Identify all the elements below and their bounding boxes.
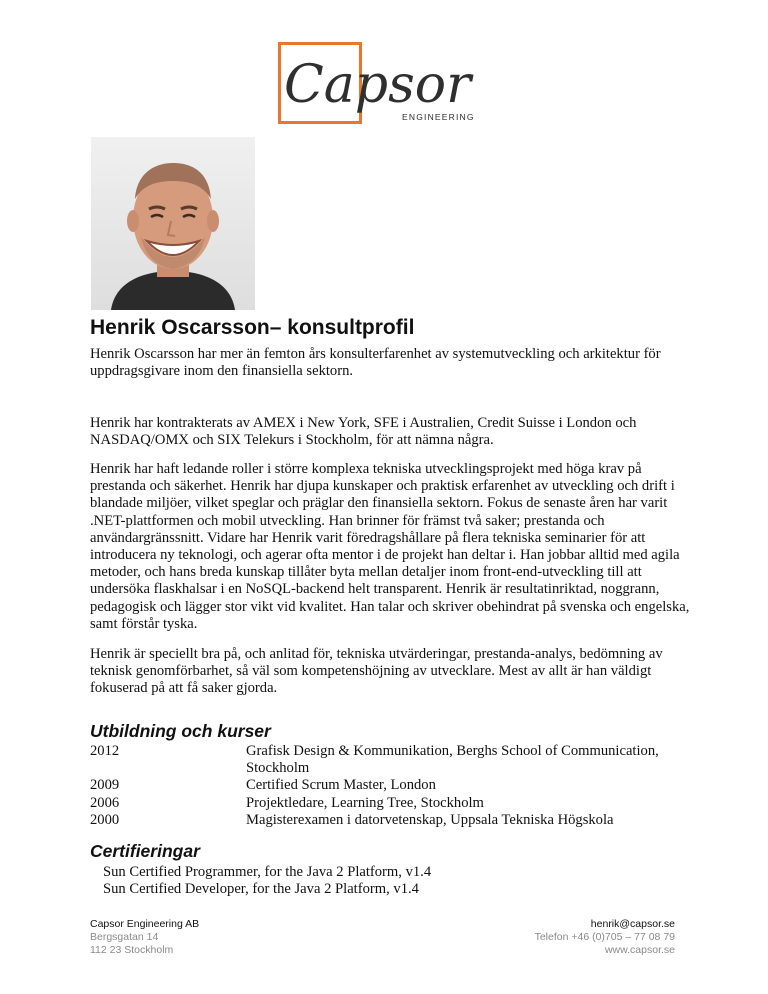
education-description: Magisterexamen i datorvetenskap, Uppsala Tekniska Högskola — [246, 811, 614, 828]
certification-item: Sun Certified Developer, for the Java 2 Platform, v1.4 — [103, 881, 419, 898]
clients-paragraph: Henrik har kontrakterats av AMEX i New York, SFE i Australien, Credit Suisse i London och NASDAQ/OMX och SIX Telekurs i Stockholm, för att nämna några. — [90, 415, 637, 449]
education-row — [90, 795, 690, 812]
education-year: 2006 — [90, 794, 120, 811]
education-row — [90, 777, 690, 794]
certifications-list — [103, 864, 431, 898]
strengths-paragraph: Henrik är speciellt bra på, och anlitad för, tekniska utvärderingar, prestanda-analys, bedömning av teknisk genomförbarhet, så väl som kompetenshöjning av utvecklare. Mest av allt är han väldigt fokuserad på att få saker gjorda. — [90, 646, 663, 697]
education-description: Grafisk Design & Kommunikation, Berghs School of Communication, Stockholm — [246, 743, 659, 777]
footer-street: Bergsgatan 14 — [90, 931, 159, 943]
education-row — [90, 812, 690, 829]
footer-address — [90, 918, 199, 957]
logo-brand-text: Capsor — [284, 55, 471, 115]
page-title: Henrik Oscarsson– konsultprofil — [90, 316, 415, 339]
footer-contact — [535, 918, 675, 957]
education-heading: Utbildning och kurser — [90, 721, 271, 741]
logo-sub-text: ENGINEERING — [402, 112, 475, 122]
footer-web-link[interactable]: www.capsor.se — [604, 944, 675, 956]
experience-paragraph: Henrik har haft ledande roller i större komplexa tekniska utvecklingsprojekt med höga krav på prestanda och säkerhet. Henrik har djupa kunskaper och praktisk erfarenhet av utveckling och drift i blandade miljöer, vilket speglar och präglar den finansiella sektorn. Fokus de senaste åren har varit .NET-plattformen och mobil utveckling. Han brinner för främst två saker; prestanda och användargränssnitt. Vidare har Henrik varit föredragshållare på flera tekniska seminarier för att introducera ny teknologi, och agerar ofta mentor i de projekt han deltar i. Han jobbar alltid med agila metoder, och hans breda kunskap tillåter byta mellan detaljer inom front-end-utveckling till att undersöka flaskhalsar i en NoSQL-backend helt transparent. Henrik är resultatinriktad, noggrann, pedagogisk och lägger stor vikt vid kvalitet. Han talar och skriver obehindrat på svenska och engelska, samt förstår tyska. — [90, 461, 690, 632]
intro-paragraph: Henrik Oscarsson har mer än femton års konsulterfarenhet av systemutveckling och arkitektur för uppdragsgivare inom den finansiella sektorn. — [90, 346, 661, 380]
footer-email-link[interactable]: henrik@capsor.se — [590, 918, 675, 930]
education-year: 2012 — [90, 743, 120, 759]
certification-item: Sun Certified Programmer, for the Java 2 Platform, v1.4 — [103, 864, 432, 880]
certifications-heading: Certifieringar — [90, 841, 200, 861]
education-description: Certified Scrum Master, London — [246, 777, 436, 794]
footer-city: 112 23 Stockholm — [90, 944, 174, 956]
person-portrait-icon — [91, 137, 255, 310]
company-logo — [278, 42, 488, 124]
education-description: Projektledare, Learning Tree, Stockholm — [246, 794, 484, 811]
education-year: 2000 — [90, 811, 120, 828]
profile-photo — [91, 137, 255, 310]
education-year: 2009 — [90, 777, 120, 794]
footer-company: Capsor Engineering AB — [90, 918, 200, 930]
education-row — [90, 743, 690, 777]
education-list — [90, 743, 690, 829]
footer-phone: Telefon +46 (0)705 – 77 08 79 — [534, 931, 675, 943]
